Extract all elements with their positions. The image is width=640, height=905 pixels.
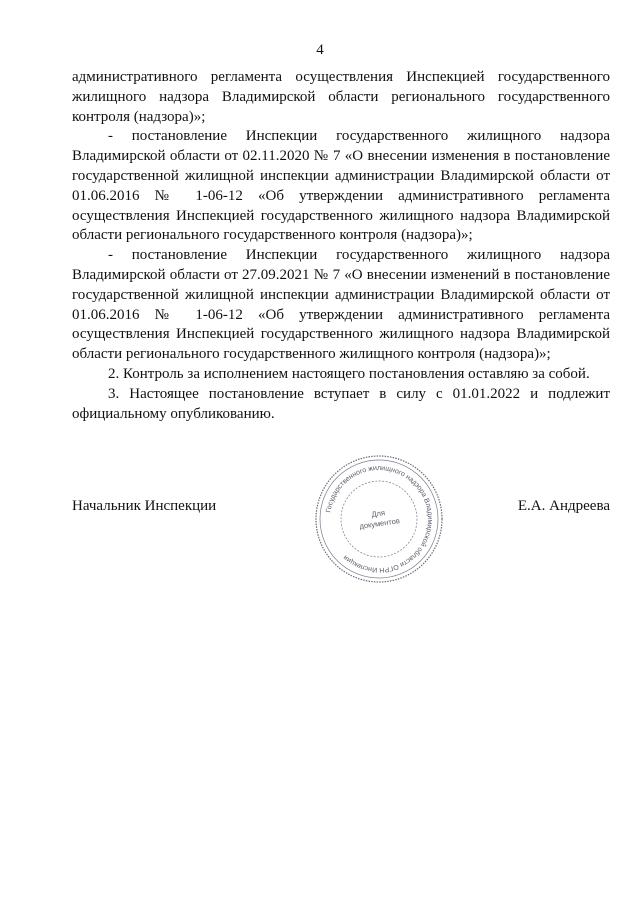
paragraph-resolution-2021: - постановление Инспекции государственного жилищного надзора Владимирской области от 27.09.2021 № 7 «О внесении изменений в постановление государственной жилищной инспекции администрации Владимирской области от 01.06.2016 № 1-06-12 «Об утверждении административного регламента осуществления Инспекцией государственного жилищного надзора Владимирской области регионального государственного жилищного контроля (надзора)»; — [72, 247, 610, 363]
signatory-name: Е.А. Андреева — [517, 498, 610, 514]
paragraph-resolution-2020: - постановление Инспекции государственного жилищного надзора Владимирской области от 02.11.2020 № 7 «О внесении изменения в постановление государственной жилищной инспекции администрации Владимирской области от 01.06.2016 № 1-06-12 «Об утверждении административного регламента осуществления Инспекцией государственного жилищного надзора Владимирской области регионального государственного контроля (надзора)»; — [72, 128, 610, 244]
signatory-title: Начальник Инспекции — [72, 498, 217, 514]
paragraph-regulation-tail: административного регламента осуществления Инспекцией государственного жилищного надзора Владимирской области регионального государственного контроля (надзора)»; — [72, 69, 610, 125]
paragraph-effective-date: 3. Настоящее постановление вступает в силу с 01.01.2022 и подлежит официальному опубликованию. — [72, 385, 610, 422]
seal-center-line1: Для — [370, 508, 386, 519]
document-body — [72, 68, 610, 424]
official-seal — [312, 452, 446, 586]
seal-center-text — [303, 443, 454, 594]
paragraph-control-clause: 2. Контроль за исполнением настоящего постановления оставляю за собой. — [108, 365, 590, 382]
seal-ring-text: Государственного жилищного надзора Владимирской области ОГРН Инспекция — [325, 464, 434, 574]
page-number: 4 — [316, 42, 324, 58]
seal-center-line2: документов — [358, 516, 401, 531]
